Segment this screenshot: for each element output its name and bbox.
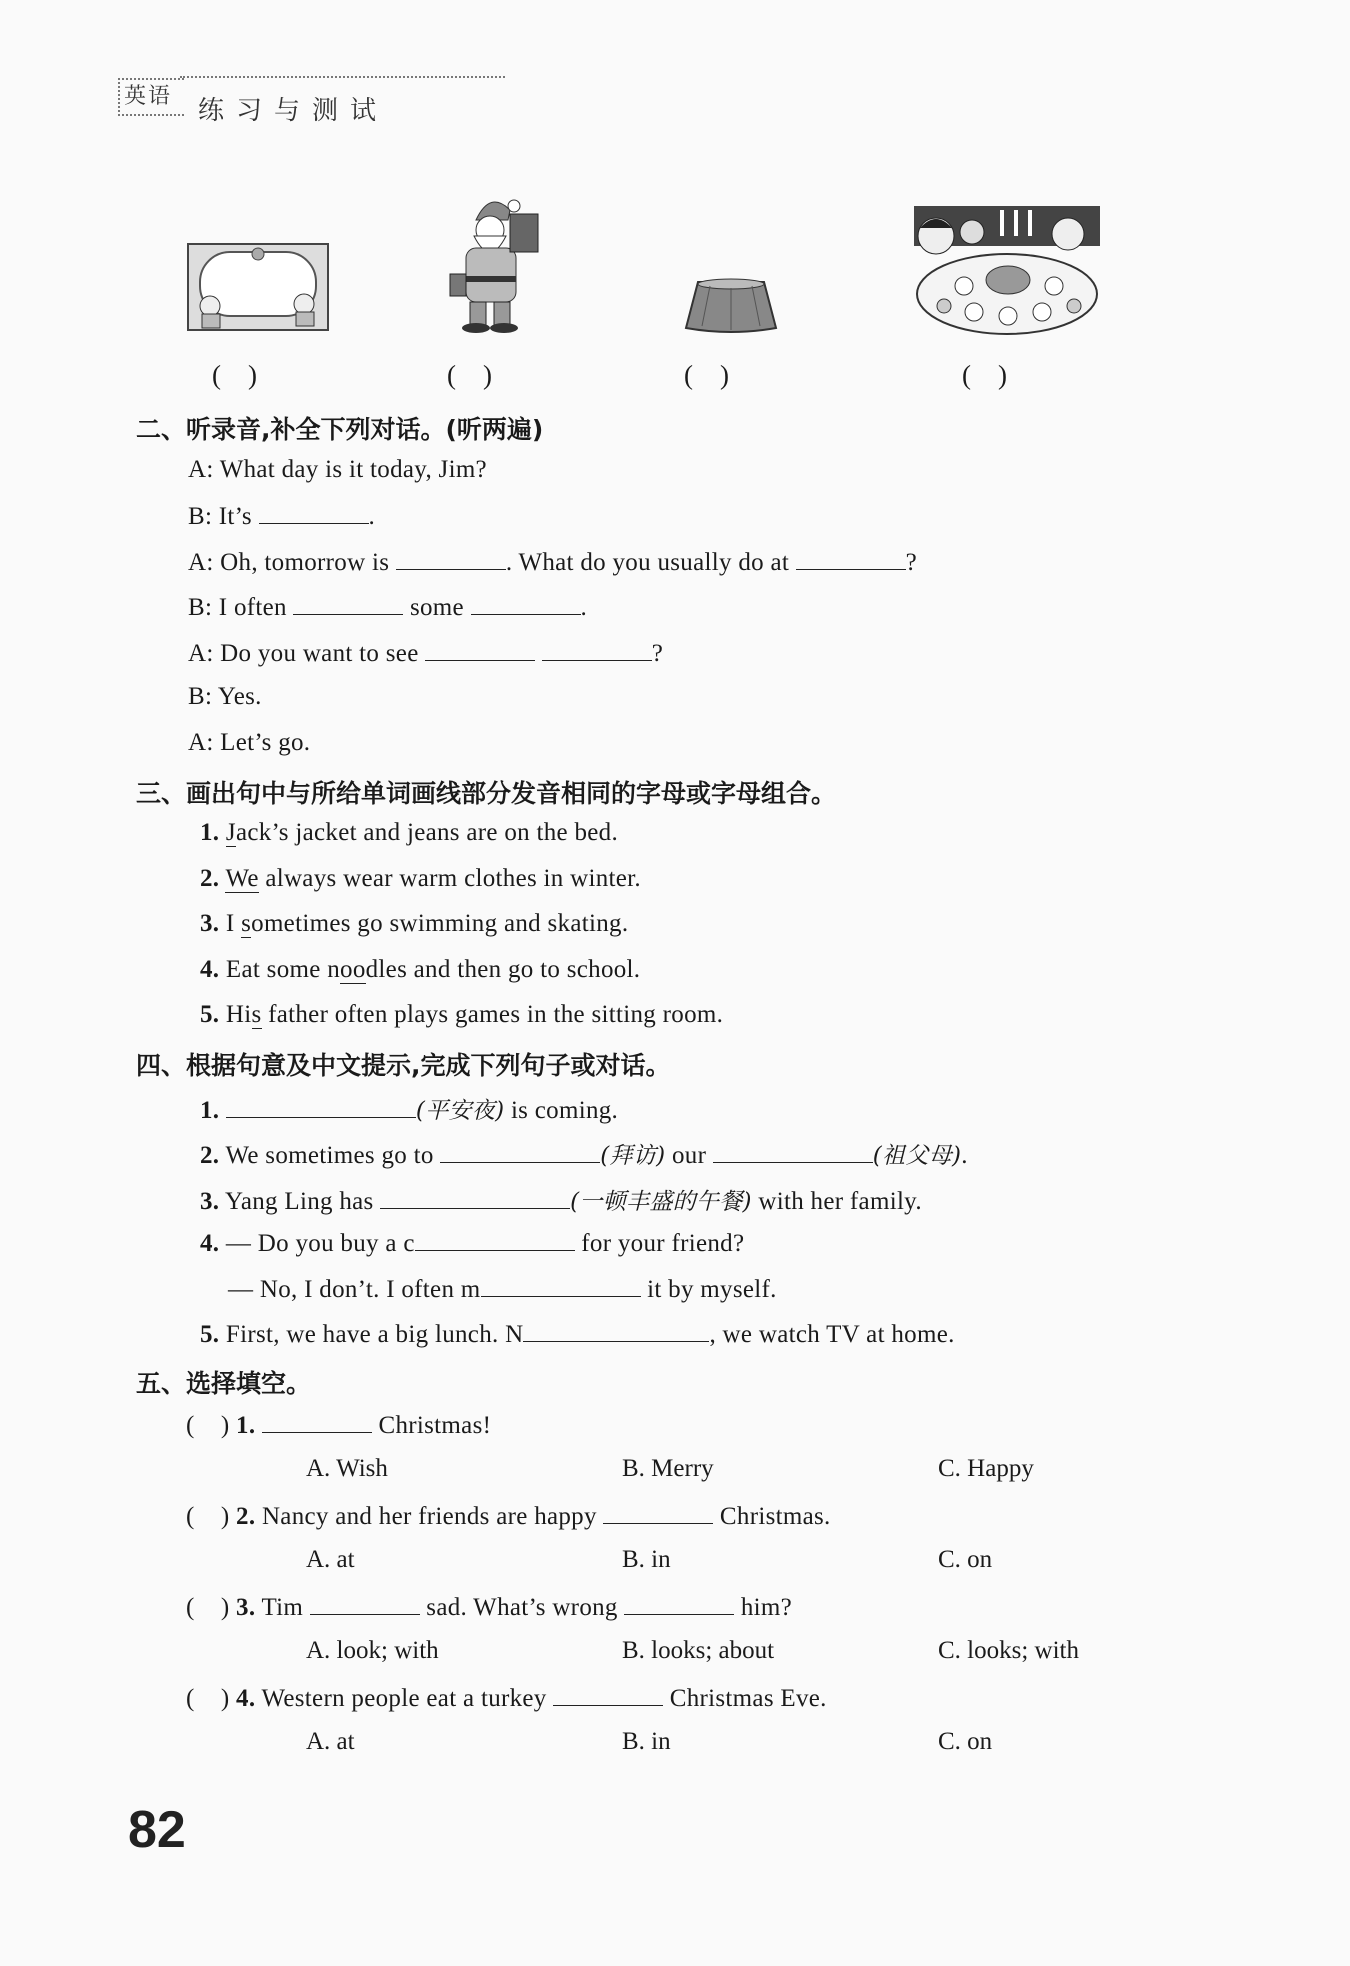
fill-blank[interactable] bbox=[259, 501, 369, 524]
option-a[interactable]: A. at bbox=[306, 1728, 355, 1755]
pudding-icon bbox=[684, 278, 778, 334]
option-a[interactable]: A. at bbox=[306, 1546, 355, 1573]
fill-blank[interactable] bbox=[713, 1140, 873, 1163]
option-a[interactable]: A. Wish bbox=[306, 1455, 388, 1482]
choice-question-3: ( ) 3. Tim sad. What’s wrong him? bbox=[186, 1594, 793, 1621]
translate-item-4: 4. — Do you buy a c for your friend? bbox=[200, 1230, 745, 1257]
answer-paren-2[interactable]: ( ) bbox=[447, 360, 492, 390]
option-b[interactable]: B. Merry bbox=[622, 1455, 714, 1482]
translate-item-2: 2. We sometimes go to (拜访) our (祖父母). bbox=[200, 1142, 968, 1169]
answer-paren-3[interactable]: ( ) bbox=[684, 360, 729, 390]
christmas-dinner-icon bbox=[914, 206, 1100, 336]
dialogue-line-7: A: Let’s go. bbox=[188, 729, 311, 756]
fill-blank[interactable] bbox=[796, 547, 906, 570]
book-title: 练习与测试 bbox=[198, 96, 389, 126]
subject-label: 英语 bbox=[118, 78, 184, 116]
phonics-item-1: 1. Jack’s jacket and jeans are on the bed. bbox=[200, 819, 619, 846]
answer-paren-1[interactable]: ( ) bbox=[212, 360, 257, 390]
header-divider bbox=[180, 76, 505, 78]
answer-paren[interactable]: ( ) bbox=[186, 1412, 230, 1439]
option-c[interactable]: C. looks; with bbox=[938, 1637, 1079, 1664]
section-5-title: 五、选择填空。 bbox=[136, 1369, 312, 1398]
dialogue-line-4: B: I often some . bbox=[188, 594, 588, 621]
choice-question-2: ( ) 2. Nancy and her friends are happy Christmas. bbox=[186, 1503, 831, 1530]
translate-item-3: 3. Yang Ling has (一顿丰盛的午餐) with her family. bbox=[200, 1188, 922, 1215]
dialogue-line-5: A: Do you want to see ? bbox=[188, 640, 664, 667]
answer-paren[interactable]: ( ) bbox=[186, 1503, 230, 1530]
fill-blank[interactable] bbox=[440, 1140, 600, 1163]
phonics-item-2: 2. We always wear warm clothes in winter. bbox=[200, 865, 641, 892]
dialogue-line-2: B: It’s . bbox=[188, 503, 376, 530]
choice-question-4: ( ) 4. Western people eat a turkey Christmas Eve. bbox=[186, 1685, 827, 1712]
fill-blank[interactable] bbox=[380, 1186, 570, 1209]
fill-blank[interactable] bbox=[624, 1592, 734, 1615]
fill-blank[interactable] bbox=[481, 1274, 641, 1297]
option-c[interactable]: C. on bbox=[938, 1546, 993, 1573]
fill-blank[interactable] bbox=[603, 1501, 713, 1524]
option-b[interactable]: B. looks; about bbox=[622, 1637, 775, 1664]
answer-paren-4[interactable]: ( ) bbox=[962, 360, 1007, 390]
section-2-title: 二、听录音,补全下列对话。(听两遍) bbox=[136, 415, 544, 444]
answer-paren[interactable]: ( ) bbox=[186, 1685, 230, 1712]
choice-question-1: ( ) 1. Christmas! bbox=[186, 1412, 492, 1439]
fill-blank[interactable] bbox=[262, 1410, 372, 1433]
fill-blank[interactable] bbox=[293, 592, 403, 615]
fill-blank[interactable] bbox=[553, 1683, 663, 1706]
dialogue-line-6: B: Yes. bbox=[188, 683, 262, 710]
christmas-card-icon bbox=[186, 242, 330, 332]
option-b[interactable]: B. in bbox=[622, 1728, 671, 1755]
dialogue-line-3: A: Oh, tomorrow is . What do you usually do at ? bbox=[188, 549, 918, 576]
option-a[interactable]: A. look; with bbox=[306, 1637, 439, 1664]
option-c[interactable]: C. on bbox=[938, 1728, 993, 1755]
fill-blank[interactable] bbox=[542, 638, 652, 661]
fill-blank[interactable] bbox=[415, 1228, 575, 1251]
fill-blank[interactable] bbox=[226, 1095, 416, 1118]
phonics-item-3: 3. I sometimes go swimming and skating. bbox=[200, 910, 629, 937]
page-number: 82 bbox=[128, 1801, 186, 1859]
phonics-item-5: 5. His father often plays games in the sitting room. bbox=[200, 1001, 724, 1028]
section-3-title: 三、画出句中与所给单词画线部分发音相同的字母或字母组合。 bbox=[136, 779, 837, 808]
answer-paren[interactable]: ( ) bbox=[186, 1594, 230, 1621]
fill-blank[interactable] bbox=[471, 592, 581, 615]
dialogue-line-1: A: What day is it today, Jim? bbox=[188, 456, 487, 483]
fill-blank[interactable] bbox=[396, 547, 506, 570]
option-b[interactable]: B. in bbox=[622, 1546, 671, 1573]
translate-item-4-reply: — No, I don’t. I often m it by myself. bbox=[228, 1276, 777, 1303]
santa-claus-icon bbox=[438, 190, 548, 335]
section-4-title: 四、根据句意及中文提示,完成下列句子或对话。 bbox=[136, 1051, 671, 1080]
phonics-item-4: 4. Eat some noodles and then go to school. bbox=[200, 956, 641, 983]
translate-item-1: 1. (平安夜) is coming. bbox=[200, 1097, 619, 1124]
translate-item-5: 5. First, we have a big lunch. N , we watch TV at home. bbox=[200, 1321, 955, 1348]
fill-blank[interactable] bbox=[523, 1319, 709, 1342]
option-c[interactable]: C. Happy bbox=[938, 1455, 1034, 1482]
fill-blank[interactable] bbox=[425, 638, 535, 661]
fill-blank[interactable] bbox=[310, 1592, 420, 1615]
